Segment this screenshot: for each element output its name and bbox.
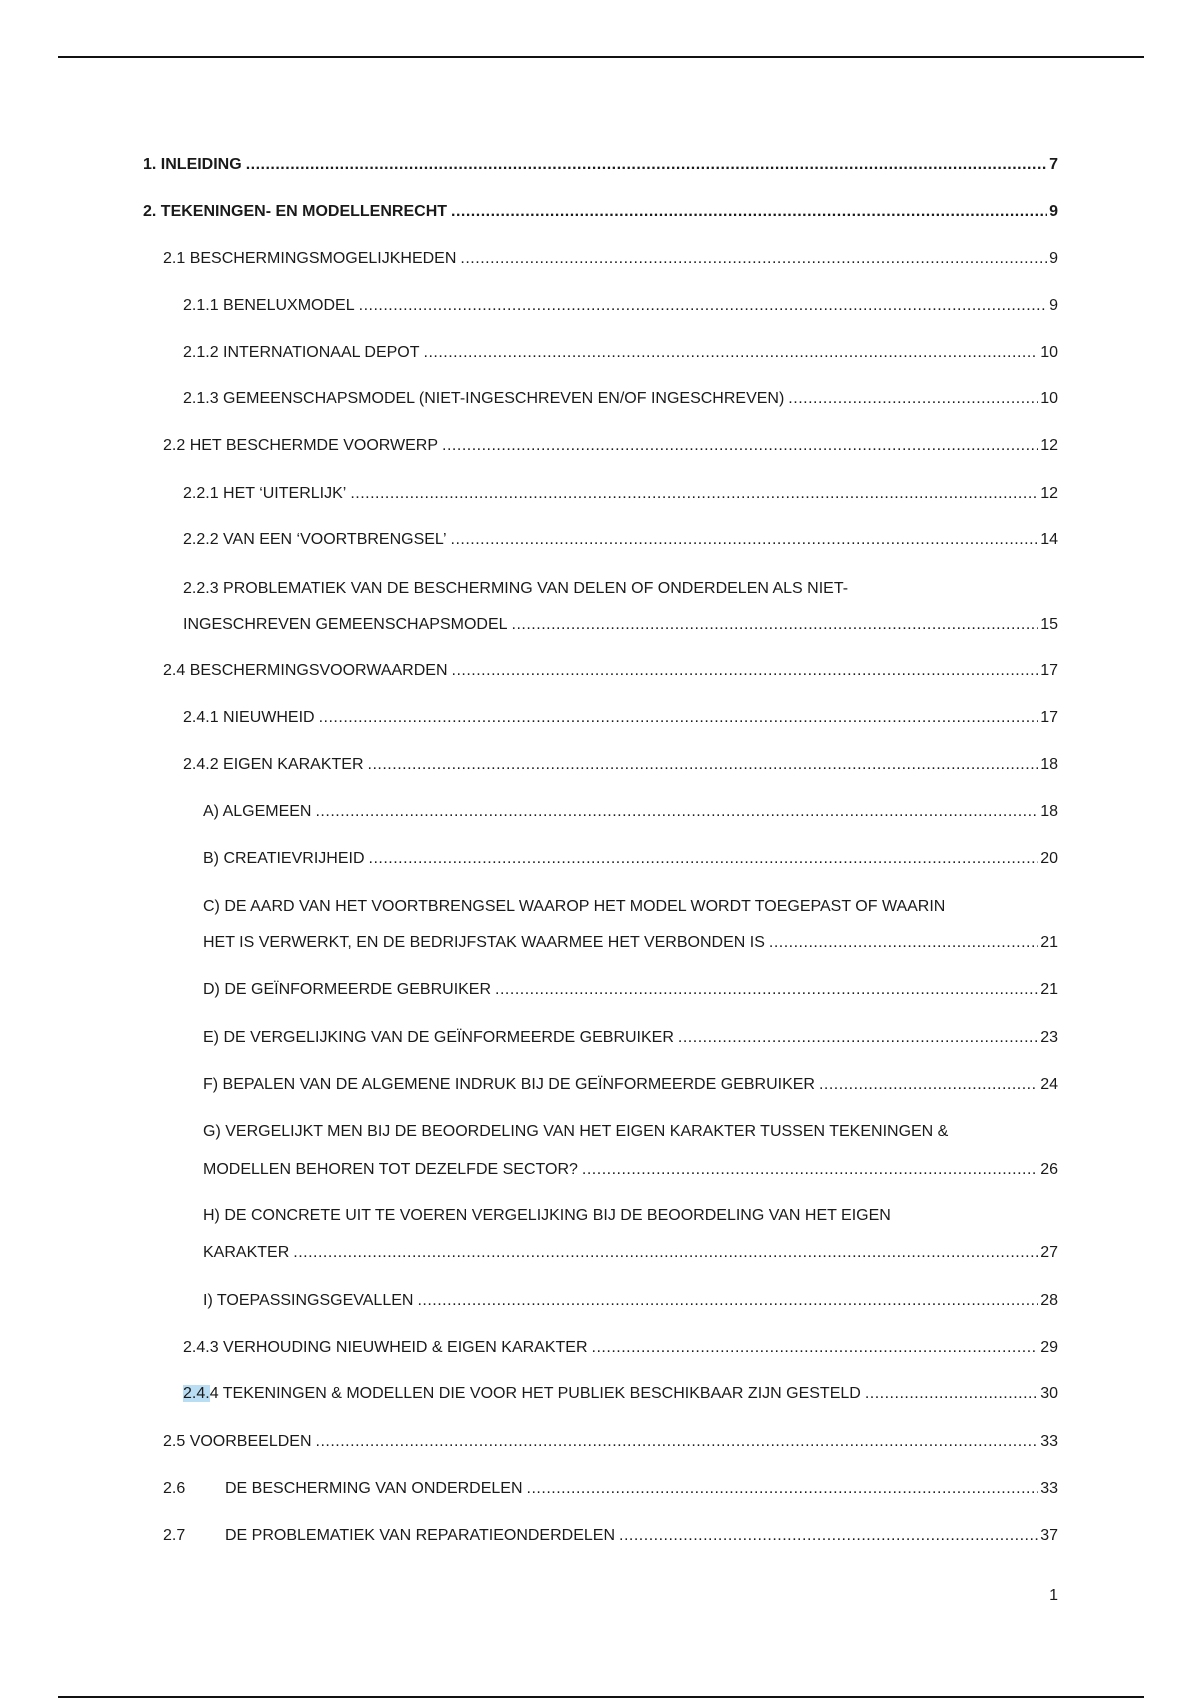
toc-entry-page: 37 bbox=[1040, 1527, 1058, 1544]
dot-leader bbox=[460, 250, 1047, 268]
dot-leader bbox=[315, 803, 1038, 821]
toc-entry-title: F) BEPALEN VAN DE ALGEMENE INDRUK BIJ DE GEÏNFORMEERDE GEBRUIKER bbox=[203, 1076, 815, 1093]
toc-entry-number: 2.6 bbox=[163, 1480, 186, 1497]
toc-entry-title: 1. INLEIDING bbox=[143, 156, 242, 173]
dot-leader bbox=[592, 1339, 1039, 1357]
toc-entry-page: 17 bbox=[1040, 709, 1058, 726]
toc-entry[interactable] bbox=[163, 662, 1058, 680]
toc-entry-title-line1: 2.2.3 PROBLEMATIEK VAN DE BESCHERMING VAN DELEN OF ONDERDELEN ALS NIET- bbox=[183, 580, 849, 597]
toc-entry-first-line bbox=[203, 1123, 1058, 1141]
toc-entry-title: D) DE GEÏNFORMEERDE GEBRUIKER bbox=[203, 981, 492, 998]
toc-entry[interactable] bbox=[183, 390, 1058, 408]
dot-leader bbox=[246, 156, 1047, 174]
toc-entry[interactable] bbox=[203, 1029, 1058, 1047]
toc-entry[interactable] bbox=[163, 1480, 1058, 1498]
toc-entry-title: 2.4 BESCHERMINGSVOORWAARDEN bbox=[163, 662, 448, 679]
toc-entry-title: 2.2.2 VAN EEN ‘VOORTBRENGSEL’ bbox=[183, 531, 447, 548]
toc-entry-page: 9 bbox=[1049, 203, 1058, 220]
toc-entry[interactable] bbox=[183, 485, 1058, 503]
toc-entry-title: E) DE VERGELIJKING VAN DE GEÏNFORMEERDE GEBRUIKER bbox=[203, 1029, 674, 1046]
toc-entry[interactable] bbox=[203, 1076, 1058, 1094]
dot-leader bbox=[452, 662, 1039, 680]
toc-entry-title-text: DE BESCHERMING VAN ONDERDELEN bbox=[225, 1480, 523, 1497]
toc-entry[interactable] bbox=[183, 1339, 1058, 1357]
dot-leader bbox=[678, 1029, 1038, 1047]
toc-entry[interactable] bbox=[203, 803, 1058, 821]
toc-entry-title: 2.2.1 HET ‘UITERLIJK’ bbox=[183, 485, 347, 502]
toc-entry-title-rest: 4 TEKENINGEN & MODELLEN DIE VOOR HET PUBLIEK BESCHIKBAAR ZIJN GESTELD bbox=[209, 1385, 861, 1402]
text-selection-highlight: 2.4. bbox=[183, 1385, 210, 1402]
dot-leader bbox=[527, 1480, 1039, 1498]
toc-entry-title: B) CREATIEVRIJHEID bbox=[203, 850, 365, 867]
toc-entry-title: A) ALGEMEEN bbox=[203, 803, 312, 820]
toc-entry[interactable] bbox=[143, 203, 1058, 221]
toc-entry-title: 2.4.1 NIEUWHEID bbox=[183, 709, 315, 726]
toc-entry[interactable] bbox=[163, 1527, 1058, 1545]
toc-entry-title-text: DE PROBLEMATIEK VAN REPARATIEONDERDELEN bbox=[225, 1527, 616, 1544]
toc-entry-first-line bbox=[203, 898, 1058, 916]
dot-leader bbox=[319, 709, 1039, 727]
toc-entry-title: KARAKTER bbox=[203, 1244, 290, 1261]
dot-leader bbox=[865, 1385, 1038, 1403]
toc-entry[interactable] bbox=[203, 934, 1058, 952]
toc-entry-page: 7 bbox=[1049, 156, 1058, 173]
toc-entry[interactable] bbox=[183, 616, 1058, 634]
toc-entry-first-line bbox=[203, 1207, 1058, 1225]
toc-entry-page: 30 bbox=[1040, 1385, 1058, 1402]
toc-entry-title: 2.4.3 VERHOUDING NIEUWHEID & EIGEN KARAKTER bbox=[183, 1339, 588, 1356]
toc-entry[interactable] bbox=[203, 850, 1058, 868]
toc-entry-title-line1: G) VERGELIJKT MEN BIJ DE BEOORDELING VAN HET EIGEN KARAKTER TUSSEN TEKENINGEN & bbox=[203, 1123, 949, 1140]
dot-leader bbox=[788, 390, 1038, 408]
toc-entry-title bbox=[163, 1480, 523, 1498]
toc-entry[interactable] bbox=[203, 981, 1058, 999]
dot-leader bbox=[451, 203, 1047, 221]
toc-entry[interactable] bbox=[163, 437, 1058, 455]
toc-entry[interactable] bbox=[183, 756, 1058, 774]
toc-entry[interactable] bbox=[183, 344, 1058, 362]
toc-entry-title: 2.2 HET BESCHERMDE VOORWERP bbox=[163, 437, 439, 454]
toc-entry-page: 23 bbox=[1040, 1029, 1058, 1046]
toc-entry-title-line1: C) DE AARD VAN HET VOORTBRENGSEL WAAROP HET MODEL WORDT TOEGEPAST OF WAARIN bbox=[203, 898, 946, 915]
toc-entry-page: 28 bbox=[1040, 1292, 1058, 1309]
toc-entry-title: I) TOEPASSINGSGEVALLEN bbox=[203, 1292, 414, 1309]
toc-entry-page: 21 bbox=[1040, 934, 1058, 951]
toc-entry[interactable] bbox=[183, 531, 1058, 549]
dot-leader bbox=[442, 437, 1038, 455]
toc-entry[interactable] bbox=[143, 156, 1058, 174]
toc-entry-page: 14 bbox=[1040, 531, 1058, 548]
dot-leader bbox=[293, 1244, 1038, 1262]
toc-entry-page: 24 bbox=[1040, 1076, 1058, 1093]
toc-entry-title bbox=[183, 1385, 861, 1403]
toc-entry-first-line bbox=[183, 580, 1058, 598]
dot-leader bbox=[359, 297, 1047, 315]
toc-entry-page: 10 bbox=[1040, 344, 1058, 361]
dot-leader bbox=[451, 531, 1039, 549]
toc-entry-title: MODELLEN BEHOREN TOT DEZELFDE SECTOR? bbox=[203, 1161, 578, 1178]
toc-entry-page: 9 bbox=[1049, 250, 1058, 267]
toc-entry[interactable] bbox=[163, 1433, 1058, 1451]
toc-entry[interactable] bbox=[203, 1161, 1058, 1179]
dot-leader bbox=[582, 1161, 1038, 1179]
dot-leader bbox=[368, 756, 1039, 774]
toc-entry[interactable] bbox=[183, 709, 1058, 727]
dot-leader bbox=[350, 485, 1038, 503]
toc-entry-page: 33 bbox=[1040, 1480, 1058, 1497]
toc-entry-title: 2.1.1 BENELUXMODEL bbox=[183, 297, 355, 314]
page-number: 1 bbox=[1049, 1587, 1058, 1604]
toc-entry-title: 2. TEKENINGEN- EN MODELLENRECHT bbox=[143, 203, 448, 220]
dot-leader bbox=[424, 344, 1039, 362]
footer-rule bbox=[58, 1696, 1144, 1698]
toc-entry[interactable] bbox=[183, 297, 1058, 315]
toc-entry-title bbox=[163, 1527, 615, 1545]
toc-entry-title: 2.1.3 GEMEENSCHAPSMODEL (NIET-INGESCHREVEN EN/OF INGESCHREVEN) bbox=[183, 390, 785, 407]
toc-entry-title: 2.1.2 INTERNATIONAAL DEPOT bbox=[183, 344, 420, 361]
dot-leader bbox=[819, 1076, 1038, 1094]
toc-entry-title: 2.1 BESCHERMINGSMOGELIJKHEDEN bbox=[163, 250, 457, 267]
toc-entry-page: 18 bbox=[1040, 756, 1058, 773]
toc-entry[interactable] bbox=[203, 1244, 1058, 1262]
dot-leader bbox=[369, 850, 1039, 868]
toc-entry-page: 20 bbox=[1040, 850, 1058, 867]
dot-leader bbox=[316, 1433, 1039, 1451]
toc-entry-page: 15 bbox=[1040, 616, 1058, 633]
toc-entry-title-line1: H) DE CONCRETE UIT TE VOEREN VERGELIJKING BIJ DE BEOORDELING VAN HET EIGEN bbox=[203, 1207, 891, 1224]
toc-entry-title: 2.5 VOORBEELDEN bbox=[163, 1433, 312, 1450]
toc-entry-page: 33 bbox=[1040, 1433, 1058, 1450]
toc-entry-page: 10 bbox=[1040, 390, 1058, 407]
toc-entry-page: 18 bbox=[1040, 803, 1058, 820]
dot-leader bbox=[495, 981, 1038, 999]
toc-entry-page: 9 bbox=[1049, 297, 1058, 314]
dot-leader bbox=[769, 934, 1038, 952]
toc-entry-page: 21 bbox=[1040, 981, 1058, 998]
dot-leader bbox=[417, 1292, 1038, 1310]
toc-entry[interactable] bbox=[163, 250, 1058, 268]
toc-entry-title: INGESCHREVEN GEMEENSCHAPSMODEL bbox=[183, 616, 508, 633]
toc-entry-page: 17 bbox=[1040, 662, 1058, 679]
toc-entry-page: 12 bbox=[1040, 485, 1058, 502]
toc-entry-number: 2.7 bbox=[163, 1527, 186, 1544]
dot-leader bbox=[619, 1527, 1038, 1545]
toc-entry-page: 29 bbox=[1040, 1339, 1058, 1356]
dot-leader bbox=[512, 616, 1039, 634]
toc-entry-page: 12 bbox=[1040, 437, 1058, 454]
toc-entry[interactable] bbox=[183, 1385, 1058, 1403]
toc-entry-title: 2.4.2 EIGEN KARAKTER bbox=[183, 756, 364, 773]
toc-entry-page: 27 bbox=[1040, 1244, 1058, 1261]
toc-entry-title: HET IS VERWERKT, EN DE BEDRIJFSTAK WAARMEE HET VERBONDEN IS bbox=[203, 934, 765, 951]
toc-entry-page: 26 bbox=[1040, 1161, 1058, 1178]
toc-entry[interactable] bbox=[203, 1292, 1058, 1310]
